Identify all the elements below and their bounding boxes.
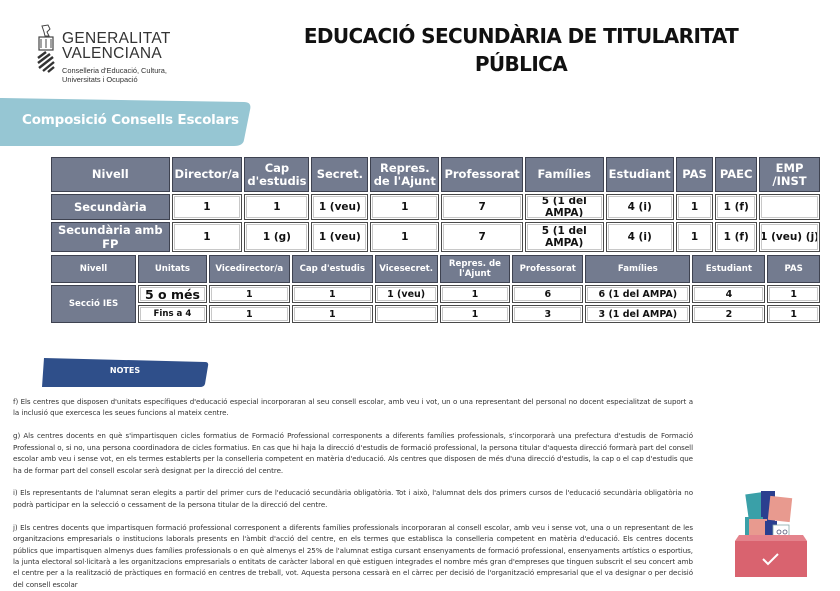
secondary-composition-table (49, 155, 822, 254)
coat-of-arms-icon (36, 24, 58, 74)
cell-professorat: 6 (512, 285, 583, 303)
cell-families: 5 (1 del AMPA) (525, 194, 604, 220)
table-header-row (51, 255, 820, 283)
header-estudiant: Estudiant (606, 157, 674, 192)
cell-professorat: 7 (441, 194, 522, 220)
section-title: Composició Consells Escolars (22, 112, 239, 128)
seccio-ies-table (49, 253, 822, 325)
ballot-box (735, 541, 807, 577)
cell-repres-ajunt: 1 (440, 305, 511, 323)
table-row (51, 305, 820, 323)
cell-director: 1 (172, 194, 243, 220)
header-estudiant: Estudiant (692, 255, 765, 283)
header-repres-ajunt: Repres. de l'Ajunt (440, 255, 511, 283)
table-row (51, 222, 820, 252)
cell-secret: 1 (veu) (311, 194, 368, 220)
cell-paec: 1 (f) (715, 222, 757, 252)
header-nivell: Nivell (51, 255, 136, 283)
logo-line-2: VALENCIANA (62, 45, 163, 62)
header-vicesecret: Vicesecret. (375, 255, 438, 283)
ballot-box-icon (725, 485, 815, 580)
logo-sub-1: Conselleria d'Educació, Cultura, (62, 66, 167, 75)
ballot-people-illustration (745, 491, 792, 541)
header-repres-ajunt: Repres. de l'Ajunt (370, 157, 439, 192)
header-cap-estudis: Cap d'estudis (292, 255, 373, 283)
header-families: Famílies (585, 255, 690, 283)
logo-line-1: GENERALITAT (62, 30, 171, 47)
header-emp-inst: EMP /INST (759, 157, 820, 192)
cell-estudiant: 4 (i) (606, 222, 674, 252)
header-pas: PAS (767, 255, 820, 283)
cell-repres-ajunt: 1 (370, 194, 439, 220)
cell-pas: 1 (676, 222, 714, 252)
cell-estudiant: 4 (i) (606, 194, 674, 220)
cell-families: 6 (1 del AMPA) (585, 285, 690, 303)
cell-cap-estudis: 1 (244, 194, 309, 220)
header-cap-estudis: Cap d'estudis (244, 157, 309, 192)
cell-cap-estudis: 1 (292, 285, 373, 303)
cell-vicesecret (375, 305, 438, 323)
cell-emp-inst: 1 (veu) (j) (759, 222, 820, 252)
header-secret: Secret. (311, 157, 368, 192)
cell-paec: 1 (f) (715, 194, 757, 220)
notes-title: NOTES (109, 366, 141, 375)
header-vicedirector: Vicedirector/a (209, 255, 290, 283)
notes-header (40, 356, 210, 388)
cell-professorat: 7 (441, 222, 522, 252)
header-paec: PAEC (715, 157, 757, 192)
cell-vicedirector: 1 (209, 305, 290, 323)
cell-pas: 1 (767, 305, 820, 323)
cell-estudiant: 2 (692, 305, 765, 323)
generalitat-logo (36, 24, 196, 86)
cell-secret: 1 (veu) (311, 222, 368, 252)
row-level: Secundària amb FP (51, 222, 170, 252)
note-i: i) Els representants de l'alumnat seran elegits a partir del primer curs de l'educació secundària obligatòria. Tot i això, l'alumnat dels dos primers cursos de l'educació secundària obligatòria no podrà participar en la selecció o cessament de la persona titular de la direcció del centre. (13, 488, 693, 509)
cell-repres-ajunt: 1 (440, 285, 511, 303)
table-row (51, 285, 820, 303)
cell-vicesecret: 1 (veu) (375, 285, 438, 303)
header-director: Director/a (172, 157, 243, 192)
page-title-line-2: PÚBLICA (474, 52, 568, 76)
table-header-row (51, 157, 820, 192)
cell-repres-ajunt: 1 (370, 222, 439, 252)
header-professorat: Professorat (441, 157, 522, 192)
logo-sub-2: Universitats i Ocupació (62, 75, 138, 84)
section-header (0, 96, 252, 148)
cell-cap-estudis: 1 (292, 305, 373, 323)
page-title (290, 22, 752, 78)
cell-professorat: 3 (512, 305, 583, 323)
note-f: f) Els centres que disposen d'unitats específiques d'educació especial incorporaran al seu consell escolar, amb veu i vot, un o una representant del personal no docent especialitzat de suport a la inclusió que exercesca les seues funcions al mateix centre. (13, 397, 693, 418)
cell-families: 5 (1 del AMPA) (525, 222, 604, 252)
header-professorat: Professorat (512, 255, 583, 283)
notes-section (13, 396, 693, 591)
cell-cap-estudis: 1 (g) (244, 222, 309, 252)
cell-pas: 1 (676, 194, 714, 220)
cell-vicedirector: 1 (209, 285, 290, 303)
cell-estudiant: 4 (692, 285, 765, 303)
note-j: j) Els centres docents que impartisquen formació professional corresponent a diferents famílies professionals incorporaran al consell escolar, amb veu i sense vot, una o un representant de les organitzacions empresarials o institucions laborals presents en l'àmbit d'acció del centre, en els termes que establisca la conselleria competent en matèria d'educació. Els centres docents públics que impartisquen almenys dues famílies professionals o en què almenys el 25% de l'alumnat estiga cursant ensenyaments de formació professional, ensenyaments artístics o esportius, la junta electoral sol·licitarà a les organitzacions empresarials o entitats de caràcter laboral en què estiguen integrades el nombre més gran d'empreses que tinguen subscrit el seu concert amb el centre per a la realització de pràctiques en formació en centres de treball, vot. Aquesta persona cessarà en el càrrec per decisió de l'organització empresarial que el va designar o per decisió del consell escolar (13, 522, 693, 589)
cell-pas: 1 (767, 285, 820, 303)
logo-subtitle (62, 66, 167, 84)
row-level: Secció IES (51, 285, 136, 323)
cell-unitats: Fins a 4 (138, 305, 207, 323)
header-families: Famílies (525, 157, 604, 192)
page-title-line-1: EDUCACIÓ SECUNDÀRIA DE TITULARITAT (303, 24, 739, 48)
note-g: g) Als centres docents en què s'impartisquen cicles formatius de Formació Professional corresponents a diferents famílies professionals, s'incorporarà una prefectura d'estudis de Formació Professional o, si no, una persona coordinadora de cicles formatius. En cas que hi haja la direcció d'estudis de formació professional, la persona titular d'aquesta direcció formarà part del consell escolar amb veu i sense vot, en els termes establerts per la conselleria competent en matèria d'educació. Als centres que disposen de més d'una direcció d'estudis, la cap o el cap d'estudis que ha de formar part del consell escolar serà designat per la direcció del centre. (13, 431, 693, 475)
cell-unitats: 5 o més (138, 285, 207, 303)
table-row (51, 194, 820, 220)
header-pas: PAS (676, 157, 714, 192)
header-nivell: Nivell (51, 157, 170, 192)
cell-director: 1 (172, 222, 243, 252)
row-level: Secundària (51, 194, 170, 220)
cell-emp-inst (759, 194, 820, 220)
cell-families: 3 (1 del AMPA) (585, 305, 690, 323)
logo-title (62, 31, 171, 61)
header-unitats: Unitats (138, 255, 207, 283)
